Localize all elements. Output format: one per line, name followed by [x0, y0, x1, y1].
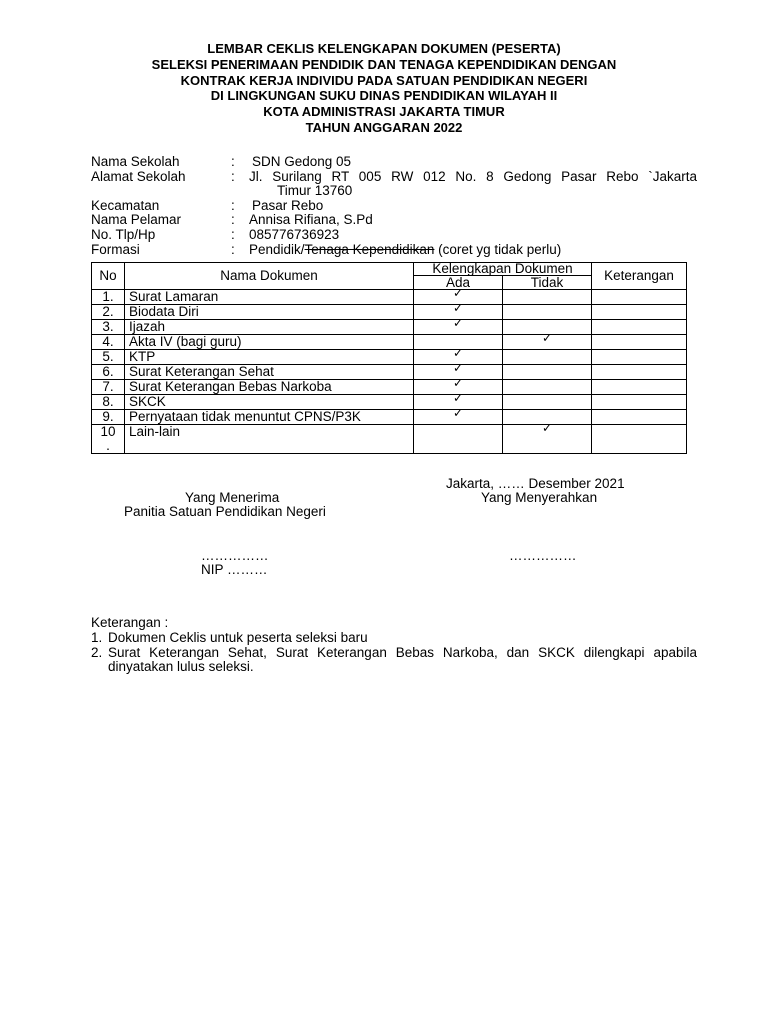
- note-text: Surat Keterangan Sehat, Surat Keterangan Bebas Narkoba, dan SKCK dilengkapi apabila dinyatakan lulus seleksi.: [108, 644, 697, 675]
- keterangan-cell: [592, 380, 687, 395]
- check-mark-icon: ✓: [452, 346, 464, 360]
- keterangan-cell: [592, 365, 687, 380]
- info-label: Nama Sekolah: [91, 154, 180, 169]
- info-colon: :: [231, 212, 235, 228]
- info-colon: :: [231, 226, 235, 242]
- document-name: KTP: [125, 350, 414, 365]
- submitter-signature-dots: ……………: [509, 548, 577, 563]
- document-name: Pernyataan tidak menuntut CPNS/P3K: [125, 410, 414, 425]
- info-value: 085776736923: [249, 226, 340, 242]
- receiver-title: Yang Menerima: [185, 490, 280, 505]
- receiver-nip: NIP ………: [201, 562, 268, 577]
- info-value: Pasar Rebo: [252, 197, 324, 213]
- header-no: No: [92, 263, 125, 290]
- document-checklist-table: [91, 262, 687, 454]
- tidak-check-cell: [503, 395, 592, 410]
- check-mark-icon: ✓: [541, 331, 553, 345]
- keterangan-cell: [592, 290, 687, 305]
- note-text: Dokumen Ceklis untuk peserta seleksi baru: [108, 629, 368, 645]
- keterangan-cell: [592, 305, 687, 320]
- table-row: [92, 350, 687, 365]
- tidak-check-cell: [503, 290, 592, 305]
- info-label: Kecamatan: [91, 197, 160, 213]
- check-mark-icon: ✓: [452, 376, 464, 390]
- ada-check-cell: [414, 425, 503, 454]
- table-row: [92, 305, 687, 320]
- document-name: Biodata Diri: [125, 305, 414, 320]
- keterangan-cell: [592, 350, 687, 365]
- info-row-no-tlp: [91, 228, 697, 243]
- check-mark-icon: ✓: [541, 421, 553, 435]
- title-line-6: TAHUN ANGGARAN 2022: [305, 119, 463, 135]
- ada-check-cell: [414, 406, 503, 425]
- check-mark-icon: ✓: [452, 391, 464, 405]
- formasi-struck: Tenaga Kependidikan: [304, 241, 435, 257]
- table-row: [92, 380, 687, 395]
- info-row-kecamatan: [91, 199, 697, 214]
- table-row: [92, 395, 687, 410]
- formasi-note: (coret yg tidak perlu): [434, 241, 562, 257]
- header-nama-dokumen: Nama Dokumen: [125, 263, 414, 290]
- keterangan-cell: [592, 425, 687, 454]
- info-colon: :: [231, 154, 235, 169]
- header-kelengkapan: Kelengkapan Dokumen: [414, 263, 592, 276]
- note-number: 1.: [91, 629, 103, 645]
- document-name: SKCK: [125, 395, 414, 410]
- table-row: [92, 290, 687, 305]
- info-colon: :: [231, 197, 235, 213]
- table-header-row: [92, 263, 687, 276]
- info-value: SDN Gedong 05: [252, 154, 352, 169]
- row-number: 2.: [92, 305, 125, 320]
- info-label: No. Tlp/Hp: [91, 226, 156, 242]
- info-row-nama-pelamar: [91, 213, 697, 228]
- header-tidak: Tidak: [503, 276, 592, 290]
- row-number: 9.: [92, 410, 125, 425]
- keterangan-cell: [592, 395, 687, 410]
- table-row: [92, 320, 687, 335]
- tidak-check-cell: [503, 331, 592, 350]
- row-number: 6.: [92, 365, 125, 380]
- info-value-line-2: Timur 13760: [277, 183, 353, 199]
- info-row-formasi: [91, 243, 697, 258]
- check-mark-icon: ✓: [452, 286, 464, 300]
- row-number: 10 .: [92, 425, 125, 454]
- header-ada: Ada: [414, 276, 503, 290]
- title-line-5: KOTA ADMINISTRASI JAKARTA TIMUR: [263, 104, 505, 120]
- info-label: Formasi: [91, 241, 140, 257]
- title-line-2: SELEKSI PENERIMAAN PENDIDIK DAN TENAGA KEPENDIDIKAN DENGAN: [151, 56, 617, 72]
- applicant-info: [91, 155, 697, 257]
- keterangan-cell: [592, 335, 687, 350]
- info-colon: :: [231, 241, 235, 257]
- info-label: Alamat Sekolah: [91, 168, 186, 184]
- info-row-nama-sekolah: [91, 155, 697, 170]
- document-name: Ijazah: [125, 320, 414, 335]
- table-row: [92, 410, 687, 425]
- note-number: 2.: [91, 644, 103, 660]
- info-colon: :: [231, 168, 235, 184]
- row-number: 7.: [92, 380, 125, 395]
- note-item: [91, 646, 697, 676]
- document-name: Lain-lain: [125, 425, 414, 454]
- row-number: 5.: [92, 350, 125, 365]
- check-mark-icon: ✓: [452, 406, 464, 420]
- tidak-check-cell: [503, 305, 592, 320]
- tidak-check-cell: [503, 380, 592, 395]
- table-row: [92, 335, 687, 350]
- info-value: Annisa Rifiana, S.Pd: [249, 212, 373, 228]
- tidak-check-cell: [503, 350, 592, 365]
- formasi-pendidik: Pendidik/: [249, 241, 305, 257]
- table-body: [92, 286, 687, 454]
- document-title: [0, 41, 768, 136]
- row-number: 4.: [92, 335, 125, 350]
- row-number: 1.: [92, 290, 125, 305]
- receiver-signature-dots: ……………: [201, 548, 269, 563]
- table-row: [92, 425, 687, 454]
- notes-section: [91, 616, 697, 675]
- place-date: Jakarta, …… Desember 2021: [446, 476, 625, 491]
- keterangan-cell: [592, 320, 687, 335]
- title-line-1: LEMBAR CEKLIS KELENGKAPAN DOKUMEN (PESERTA): [207, 41, 561, 56]
- tidak-check-cell: [503, 365, 592, 380]
- document-name: Surat Keterangan Bebas Narkoba: [125, 380, 414, 395]
- check-mark-icon: ✓: [452, 316, 464, 330]
- title-line-4: DI LINGKUNGAN SUKU DINAS PENDIDIKAN WILAYAH II: [210, 88, 558, 104]
- header-keterangan: Keterangan: [592, 263, 687, 290]
- keterangan-cell: [592, 410, 687, 425]
- info-label: Nama Pelamar: [91, 212, 182, 228]
- receiver-org: Panitia Satuan Pendidikan Negeri: [124, 504, 326, 519]
- info-row-alamat-sekolah: [91, 170, 697, 199]
- row-number: 3.: [92, 320, 125, 335]
- document-name: Akta IV (bagi guru): [125, 335, 414, 350]
- submitter-title: Yang Menyerahkan: [481, 490, 598, 505]
- row-number: 8.: [92, 395, 125, 410]
- check-mark-icon: ✓: [452, 301, 464, 315]
- note-item: [91, 631, 697, 646]
- table-row: [92, 365, 687, 380]
- document-name: Surat Keterangan Sehat: [125, 365, 414, 380]
- notes-heading: Keterangan :: [91, 615, 169, 630]
- info-value-line-1: Jl. Surilang RT 005 RW 012 No. 8 Gedong Pasar Rebo `Jakarta: [249, 168, 697, 184]
- title-line-3: KONTRAK KERJA INDIVIDU PADA SATUAN PENDIDIKAN NEGERI: [180, 72, 588, 88]
- tidak-check-cell: [503, 421, 592, 454]
- document-name: Surat Lamaran: [125, 290, 414, 305]
- ada-check-cell: [414, 316, 503, 335]
- check-mark-icon: ✓: [452, 361, 464, 375]
